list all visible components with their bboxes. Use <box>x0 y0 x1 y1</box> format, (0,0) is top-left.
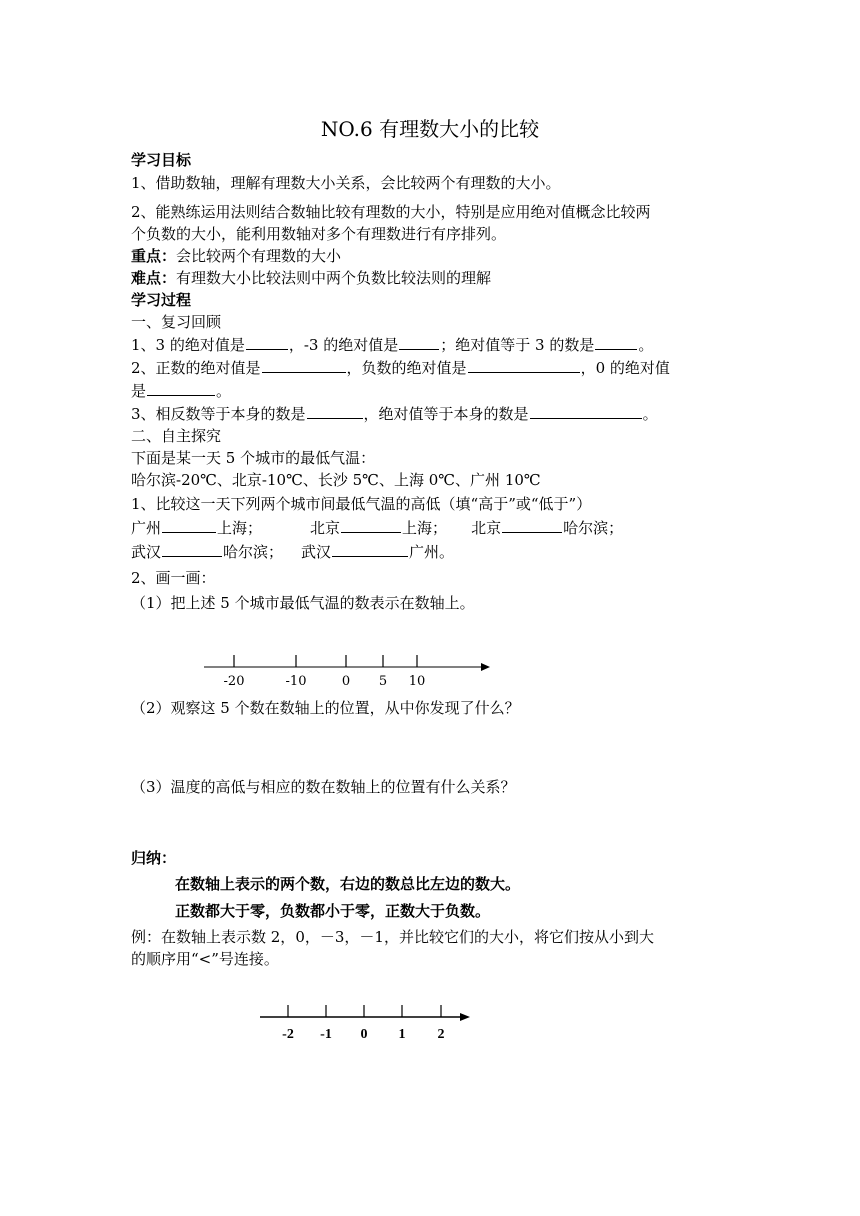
difficulty <box>131 268 491 288</box>
arrow-icon <box>481 663 490 671</box>
answer-blank[interactable] <box>502 517 562 533</box>
city-label: 武汉 <box>131 543 162 561</box>
axis1-tick-label: 5 <box>378 674 388 689</box>
answer-blank[interactable] <box>332 541 408 557</box>
review-q3-text-b: ，绝对值等于本身的数是 <box>363 405 529 423</box>
goal-2-line-1: 2、能熟练运用法则结合数轴比较有理数的大小，特别是应用绝对值概念比较两 <box>131 203 651 221</box>
review-q2 <box>131 357 670 378</box>
process-heading: 学习过程 <box>131 291 192 309</box>
city-label: 广州 <box>131 519 162 537</box>
city-label: 上海； <box>217 519 263 537</box>
review-q2-text-b: ，负数的绝对值是 <box>346 359 467 377</box>
number-line-1 <box>190 648 510 690</box>
summary-heading: 归纳： <box>131 849 177 867</box>
answer-blank[interactable] <box>468 357 580 373</box>
page-title: NO.6 有理数大小的比较 <box>320 117 540 141</box>
axis2-tick-label: 0 <box>360 1027 368 1042</box>
review-q2-text-d: 是 <box>131 382 147 400</box>
draw-q1: （1）把上述 5 个城市最低气温的数表示在数轴上。 <box>131 594 475 612</box>
axis2-tick-label: -1 <box>320 1027 332 1042</box>
axis2-tick-label: 2 <box>437 1027 445 1042</box>
review-q1-text-b: ，-3 的绝对值是 <box>288 336 399 354</box>
arrow-icon <box>460 1013 470 1021</box>
review-q2-text-e: 。 <box>216 382 232 400</box>
temps-intro: 下面是某一天 5 个城市的最低气温： <box>131 449 376 467</box>
city-label: 上海； <box>402 519 448 537</box>
city-label: 武汉 <box>301 543 332 561</box>
axis1-tick-label: -20 <box>223 674 245 689</box>
key-point <box>131 246 341 266</box>
goals-heading: 学习目标 <box>131 151 192 169</box>
review-q1 <box>131 334 653 355</box>
axis2-tick-label: -2 <box>282 1027 294 1042</box>
key-label: 重点： <box>131 247 177 265</box>
answer-blank[interactable] <box>147 380 215 396</box>
answer-blank[interactable] <box>595 334 637 350</box>
review-q2-text-a: 2、正数的绝对值是 <box>131 359 261 377</box>
answer-blank[interactable] <box>307 403 363 419</box>
answer-blank[interactable] <box>262 357 346 373</box>
goal-2-line-2: 个负数的大小，能利用数轴对多个有理数进行有序排列。 <box>131 225 507 243</box>
answer-blank[interactable] <box>530 403 642 419</box>
review-q3 <box>131 403 658 424</box>
temps-list: 哈尔滨-20℃、北京-10℃、长沙 5℃、上海 0℃、广州 10℃ <box>131 471 541 489</box>
answer-blank[interactable] <box>162 541 222 557</box>
answer-blank[interactable] <box>399 334 439 350</box>
compare-row-1 <box>131 517 623 538</box>
example-line-1: 例：在数轴上表示数 2，0，－3，－1，并比较它们的大小，将它们按从小到大 <box>131 928 654 946</box>
goal-1: 1、借助数轴，理解有理数大小关系，会比较两个有理数的大小。 <box>131 174 561 192</box>
review-q2-text-c: ，0 的绝对值 <box>580 359 670 377</box>
number-line-2 <box>250 998 490 1046</box>
difficulty-label: 难点： <box>131 269 177 287</box>
axis1-tick-label: 0 <box>341 674 351 689</box>
summary-rule-2: 正数都大于零，负数都小于零，正数大于负数。 <box>175 902 491 920</box>
review-q1-text-c: ；绝对值等于 3 的数是 <box>440 336 595 354</box>
city-label: 北京 <box>310 519 341 537</box>
example-line-2: 的顺序用“<”号连接。 <box>131 950 279 968</box>
review-q1-text-d: 。 <box>638 336 654 354</box>
axis1-tick-label: -10 <box>285 674 307 689</box>
compare-row-2 <box>131 541 454 562</box>
explore-heading: 二、自主探究 <box>131 427 222 445</box>
answer-blank[interactable] <box>162 517 216 533</box>
review-heading: 一、复习回顾 <box>131 313 222 331</box>
city-label: 北京 <box>471 519 502 537</box>
axis2-tick-label: 1 <box>398 1027 406 1042</box>
review-q1-text-a: 1、3 的绝对值是 <box>131 336 245 354</box>
city-label: 广州。 <box>409 543 455 561</box>
city-label: 哈尔滨； <box>563 519 624 537</box>
key-text: 会比较两个有理数的大小 <box>176 247 342 265</box>
city-label: 哈尔滨； <box>223 543 284 561</box>
review-q3-text-a: 3、相反数等于本身的数是 <box>131 405 306 423</box>
answer-blank[interactable] <box>246 334 288 350</box>
review-q2-cont <box>131 380 231 401</box>
difficulty-text: 有理数大小比较法则中两个负数比较法则的理解 <box>176 269 492 287</box>
compare-question: 1、比较这一天下列两个城市间最低气温的高低（填“高于”或“低于”） <box>131 495 592 513</box>
axis1-tick-label: 10 <box>408 674 426 689</box>
summary-rule-1: 在数轴上表示的两个数，右边的数总比左边的数大。 <box>175 875 521 893</box>
draw-heading: 2、画一画： <box>131 569 216 587</box>
answer-blank[interactable] <box>341 517 401 533</box>
draw-q3: （3）温度的高低与相应的数在数轴上的位置有什么关系？ <box>131 778 516 796</box>
review-q3-text-c: 。 <box>642 405 658 423</box>
draw-q2: （2）观察这 5 个数在数轴上的位置，从中你发现了什么？ <box>131 699 520 717</box>
